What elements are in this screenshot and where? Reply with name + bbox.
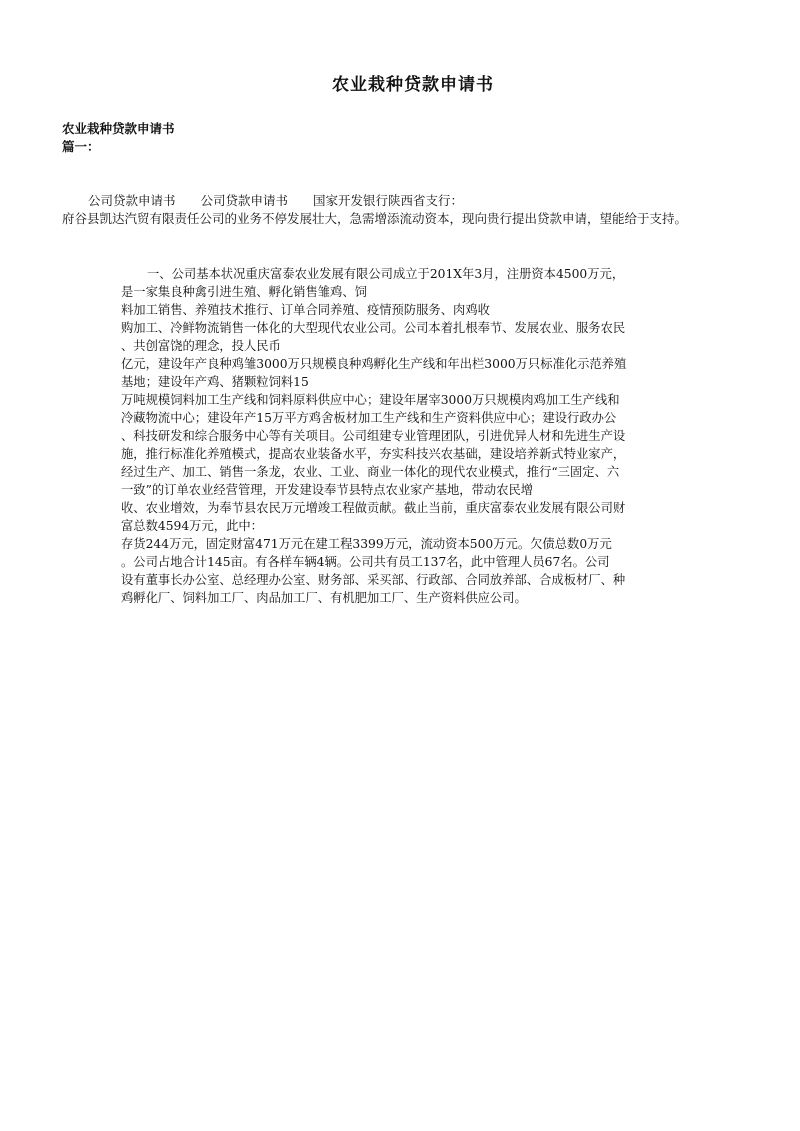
body-line: 经过生产、加工、销售一条龙，农业、工业、商业一体化的现代农业模式，推行“三固定、六 bbox=[121, 465, 620, 479]
body-line: 、科技研发和综合服务中心等有关项目。公司组建专业管理团队，引进优异人材和先进生产设 bbox=[121, 429, 626, 443]
document-subtitle: 农业栽种贷款申请书 bbox=[62, 121, 175, 136]
body-line: 存货244万元，固定财富471万元在建工程3399万元，流动资本500万元。欠债总数0万元 bbox=[121, 537, 612, 551]
body-line: 是一家集良种禽引进生殖、孵化销售雏鸡、饲 bbox=[121, 285, 367, 299]
body-line: 鸡孵化厂、饲料加工厂、肉品加工厂、有机肥加工厂、生产资料供应公司。 bbox=[121, 591, 527, 605]
body-line: 冷藏物流中心；建设年产15万平方鸡舍板材加工生产线和生产资料供应中心；建设行政办公 bbox=[121, 411, 617, 425]
body-line: 富总数4594万元，此中： bbox=[121, 519, 263, 533]
body-line: 一、公司基本状况重庆富泰农业发展有限公司成立于201X年3月，注册资本4500万元， bbox=[147, 267, 625, 281]
body-line: 收、农业增效，为奉节县农民万元增竣工程做贡献。截止当前，重庆富泰农业发展有限公司财 bbox=[121, 501, 626, 515]
body-paragraph bbox=[121, 265, 701, 607]
body-line: 万吨规模饲料加工生产线和饲料原料供应中心；建设年屠宰3000万只规模肉鸡加工生产线和 bbox=[121, 393, 620, 407]
intro-paragraph: 府谷县凯达汽贸有限责任公司的业务不停发展壮大，急需增添流动资本，现向贵行提出贷款申请，望能给于支持。 bbox=[62, 211, 688, 226]
page-title: 农业栽种贷款申请书 bbox=[332, 75, 494, 95]
salutation-line: 公司贷款申请书 公司贷款申请书 国家开发银行陕西省支行： bbox=[88, 193, 464, 208]
section-label: 篇一： bbox=[62, 139, 100, 154]
body-line: 料加工销售、养殖技术推行、订单合同养殖、疫情预防服务、肉鸡收 bbox=[121, 303, 490, 317]
body-line: 。公司占地合计145亩。有各样车辆4辆。公司共有员工137名，此中管理人员67名。公司 bbox=[121, 555, 610, 569]
body-line: 基地；建设年产鸡、猪颗粒饲料15 bbox=[121, 375, 309, 389]
body-line: 施，推行标准化养殖模式，提高农业装备水平，夯实科技兴农基础，建设培养新式特业家产， bbox=[121, 447, 626, 461]
body-line: 亿元，建设年产良种鸡雏3000万只规模良种鸡孵化生产线和年出栏3000万只标准化示范养殖 bbox=[121, 357, 627, 371]
body-line: 一致”的订单农业经营管理，开发建设奉节县特点农业家产基地，带动农民增 bbox=[121, 483, 534, 497]
body-line: 购加工、冷鲜物流销售一体化的大型现代农业公司。公司本着扎根奉节、发展农业、服务农民 bbox=[121, 321, 626, 335]
body-line: 、共创富饶的理念，投人民币 bbox=[121, 339, 281, 353]
body-line: 设有董事长办公室、总经理办公室、财务部、采买部、行政部、合同放养部、合成板材厂、种 bbox=[121, 573, 626, 587]
